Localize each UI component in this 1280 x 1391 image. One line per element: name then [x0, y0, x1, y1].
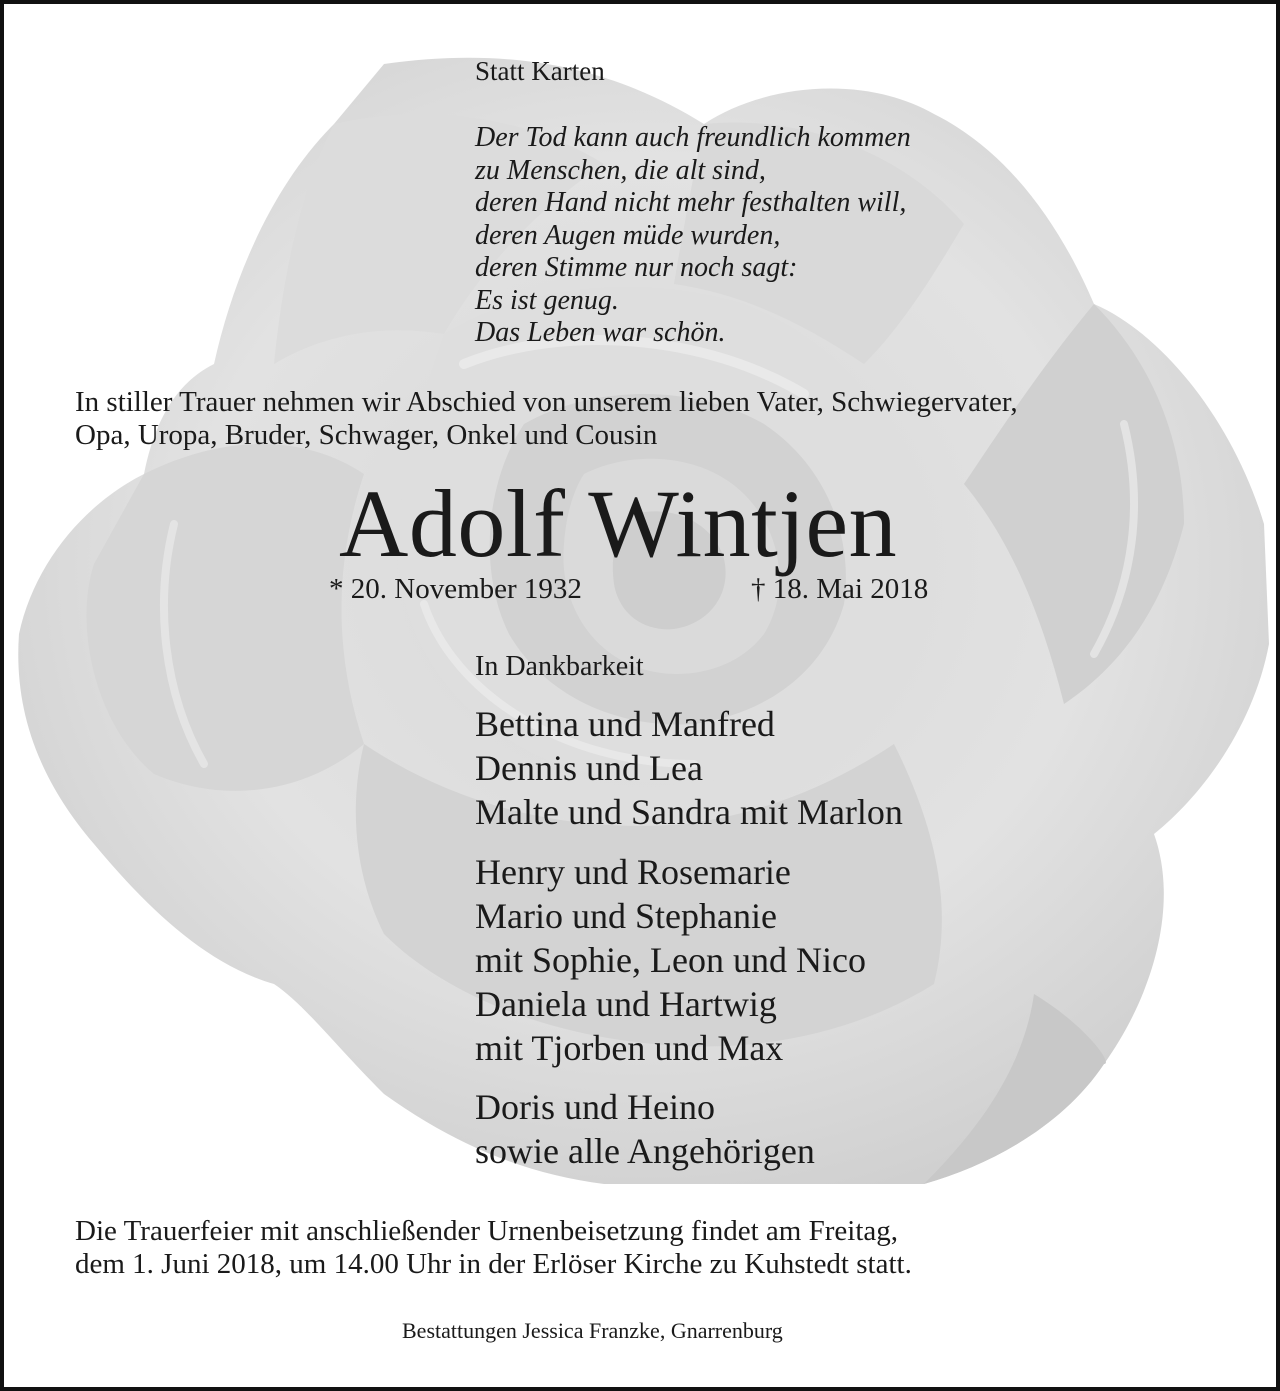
- mourner-line: Bettina und Manfred: [475, 704, 775, 744]
- death-date: † 18. Mai 2018: [751, 573, 929, 605]
- mourner-line: mit Sophie, Leon und Nico: [475, 940, 866, 980]
- mourner-line: Dennis und Lea: [475, 748, 703, 788]
- mourner-line: Malte und Sandra mit Marlon: [475, 792, 903, 832]
- poem-line: Der Tod kann auch freundlich kommen: [475, 122, 911, 153]
- in-gratitude-label: In Dankbarkeit: [475, 651, 644, 682]
- birth-date: * 20. November 1932: [329, 573, 582, 605]
- intro-text: [75, 386, 1018, 452]
- poem-line: deren Hand nicht mehr festhalten will,: [475, 187, 907, 218]
- mourner-line: Mario und Stephanie: [475, 896, 777, 936]
- mourner-group: [475, 850, 866, 1070]
- poem-line: deren Augen müde wurden,: [475, 219, 781, 251]
- deceased-name: Adolf Wintjen: [339, 470, 898, 577]
- mourner-line: Daniela und Hartwig: [475, 984, 777, 1024]
- header-statt-karten: Statt Karten: [475, 56, 605, 86]
- funeral-line: dem 1. Juni 2018, um 14.00 Uhr in der Erlöser Kirche zu Kuhstedt statt.: [75, 1248, 912, 1280]
- funeral-line: Die Trauerfeier mit anschließender Urnenbeisetzung findet am Freitag,: [75, 1215, 899, 1247]
- poem-line: Es ist genug.: [475, 284, 619, 316]
- poem-line: Das Leben war schön.: [475, 317, 726, 348]
- mourner-group: [475, 1085, 815, 1173]
- poem: [475, 122, 911, 350]
- mourner-group: [475, 702, 903, 834]
- poem-line: zu Menschen, die alt sind,: [475, 154, 766, 186]
- intro-line: Opa, Uropa, Bruder, Schwager, Onkel und Cousin: [75, 419, 658, 451]
- mourner-line: mit Tjorben und Max: [475, 1028, 784, 1068]
- mourner-line: Doris und Heino: [475, 1087, 715, 1127]
- intro-line: In stiller Trauer nehmen wir Abschied von unserem lieben Vater, Schwiegervater,: [75, 386, 1018, 418]
- poem-line: deren Stimme nur noch sagt:: [475, 252, 798, 283]
- funeral-info: [75, 1215, 912, 1281]
- mourner-line: Henry und Rosemarie: [475, 852, 791, 892]
- mourner-line: sowie alle Angehörigen: [475, 1131, 815, 1171]
- undertaker-credit: Bestattungen Jessica Franzke, Gnarrenburg: [402, 1318, 783, 1343]
